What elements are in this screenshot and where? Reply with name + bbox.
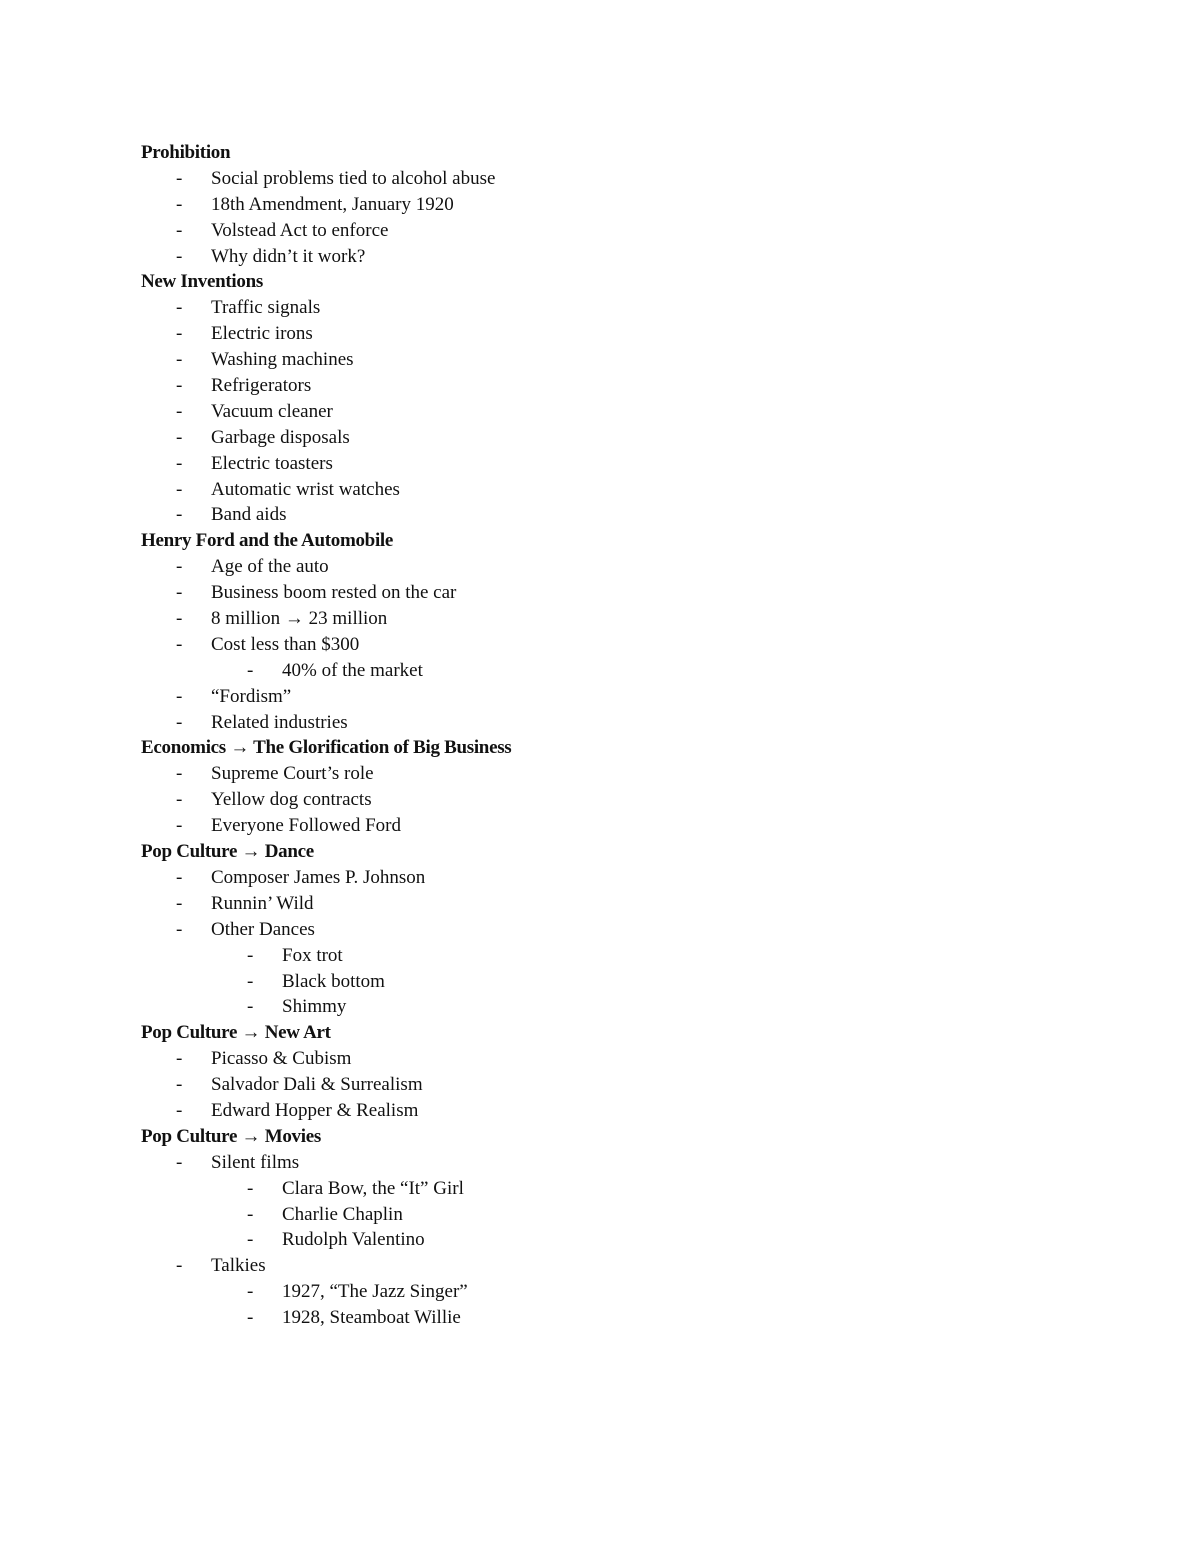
- list-item-text: Composer James P. Johnson: [211, 866, 426, 888]
- list-item: [141, 606, 1081, 632]
- bullet-dash: -: [176, 763, 183, 785]
- list-item-text: Supreme Court’s role: [211, 763, 374, 785]
- list-item: [141, 166, 1081, 192]
- list-item: [141, 192, 1081, 218]
- sub-list-item: [141, 1227, 1081, 1253]
- bullet-dash: -: [247, 1281, 254, 1303]
- bullet-dash: -: [176, 219, 183, 241]
- list-item: [141, 813, 1081, 839]
- list-item: [141, 295, 1081, 321]
- sub-list-item: [141, 994, 1081, 1020]
- list-item: [141, 502, 1081, 528]
- list-item: [141, 1046, 1081, 1072]
- bullet-dash: -: [176, 1255, 183, 1277]
- list-item: [141, 917, 1081, 943]
- list-item: [141, 1253, 1081, 1279]
- list-item: [141, 580, 1081, 606]
- bullet-dash: -: [176, 1151, 183, 1173]
- section-heading: Prohibition: [141, 142, 231, 163]
- bullet-dash: -: [176, 789, 183, 811]
- bullet-dash: -: [176, 711, 183, 733]
- list-item: [141, 684, 1081, 710]
- sub-list-item-text: Charlie Chaplin: [282, 1203, 403, 1225]
- list-item-text: Edward Hopper & Realism: [211, 1099, 419, 1121]
- bullet-dash: -: [176, 685, 183, 707]
- list-item: [141, 373, 1081, 399]
- list-item-text: Refrigerators: [211, 375, 312, 397]
- bullet-dash: -: [247, 1203, 254, 1225]
- bullet-dash: -: [176, 608, 183, 630]
- list-item: [141, 554, 1081, 580]
- list-item: [141, 787, 1081, 813]
- sub-list-item: [141, 1279, 1081, 1305]
- section-heading: Pop Culture → Movies: [141, 1125, 321, 1147]
- list-item-text: Electric toasters: [211, 452, 333, 474]
- list-item-text: Runnin’ Wild: [211, 892, 314, 914]
- bullet-dash: -: [176, 918, 183, 940]
- bullet-dash: -: [247, 970, 254, 992]
- list-item-text: Traffic signals: [211, 297, 321, 319]
- sub-list-item-text: 40% of the market: [282, 659, 423, 681]
- list-item-text: Why didn’t it work?: [211, 245, 366, 267]
- document-page: [141, 140, 1081, 1331]
- list-item: [141, 399, 1081, 425]
- sub-list-item-text: Rudolph Valentino: [282, 1229, 425, 1251]
- sub-list-item: [141, 658, 1081, 684]
- list-item-text: Everyone Followed Ford: [211, 815, 401, 837]
- list-item: [141, 710, 1081, 736]
- bullet-dash: -: [176, 892, 183, 914]
- list-item: [141, 632, 1081, 658]
- list-item: [141, 761, 1081, 787]
- list-item-text: “Fordism”: [211, 685, 292, 707]
- bullet-dash: -: [247, 1229, 254, 1251]
- section-heading: Pop Culture → Dance: [141, 841, 314, 863]
- sub-list-item-text: 1928, Steamboat Willie: [282, 1307, 461, 1329]
- bullet-dash: -: [176, 866, 183, 888]
- list-item: [141, 451, 1081, 477]
- bullet-dash: -: [176, 633, 183, 655]
- bullet-dash: -: [176, 452, 183, 474]
- sub-list-item: [141, 1176, 1081, 1202]
- sub-list-item-text: Shimmy: [282, 996, 347, 1018]
- list-item-text: Silent films: [211, 1151, 300, 1173]
- list-item: [141, 218, 1081, 244]
- list-item-text: Band aids: [211, 504, 287, 526]
- list-item: [141, 891, 1081, 917]
- bullet-dash: -: [176, 400, 183, 422]
- sub-list-item-text: Clara Bow, the “It” Girl: [282, 1177, 464, 1199]
- list-item-text: Cost less than $300: [211, 633, 360, 655]
- sub-list-item-text: 1927, “The Jazz Singer”: [282, 1281, 468, 1303]
- list-item-text: Volstead Act to enforce: [211, 219, 389, 241]
- sub-list-item-text: Black bottom: [282, 970, 385, 992]
- bullet-dash: -: [176, 1074, 183, 1096]
- list-item-text: Electric irons: [211, 323, 313, 345]
- list-item-text: Washing machines: [211, 349, 354, 371]
- bullet-dash: -: [176, 556, 183, 578]
- bullet-dash: -: [247, 996, 254, 1018]
- list-item: [141, 347, 1081, 373]
- bullet-dash: -: [176, 815, 183, 837]
- sub-list-item: [141, 943, 1081, 969]
- list-item-text: Yellow dog contracts: [211, 789, 372, 811]
- bullet-dash: -: [247, 944, 254, 966]
- list-item-text: Business boom rested on the car: [211, 582, 457, 604]
- list-item-text: Age of the auto: [211, 556, 329, 578]
- list-item-text: 8 million → 23 million: [211, 608, 388, 630]
- bullet-dash: -: [176, 193, 183, 215]
- list-item: [141, 244, 1081, 270]
- list-item: [141, 865, 1081, 891]
- bullet-dash: -: [176, 1099, 183, 1121]
- outline: [141, 140, 1081, 1331]
- list-item: [141, 1072, 1081, 1098]
- list-item-text: Automatic wrist watches: [211, 478, 400, 500]
- bullet-dash: -: [176, 582, 183, 604]
- list-item-text: Related industries: [211, 711, 348, 733]
- sub-list-item-text: Fox trot: [282, 944, 343, 966]
- sub-list-item: [141, 1305, 1081, 1331]
- list-item-text: Garbage disposals: [211, 426, 350, 448]
- list-item: [141, 1098, 1081, 1124]
- bullet-dash: -: [176, 426, 183, 448]
- bullet-dash: -: [176, 478, 183, 500]
- list-item-text: Picasso & Cubism: [211, 1048, 352, 1070]
- list-item: [141, 1150, 1081, 1176]
- sub-list-item: [141, 969, 1081, 995]
- bullet-dash: -: [176, 349, 183, 371]
- list-item: [141, 321, 1081, 347]
- bullet-dash: -: [176, 167, 183, 189]
- bullet-dash: -: [176, 297, 183, 319]
- sub-list-item: [141, 1202, 1081, 1228]
- list-item-text: Salvador Dali & Surrealism: [211, 1074, 423, 1096]
- bullet-dash: -: [176, 504, 183, 526]
- list-item-text: Vacuum cleaner: [211, 400, 333, 422]
- section-heading: Pop Culture → New Art: [141, 1022, 331, 1044]
- section-heading: Economics → The Glorification of Big Business: [141, 737, 512, 759]
- bullet-dash: -: [176, 1048, 183, 1070]
- list-item: [141, 425, 1081, 451]
- section-heading: Henry Ford and the Automobile: [141, 530, 394, 552]
- bullet-dash: -: [176, 245, 183, 267]
- list-item-text: Other Dances: [211, 918, 315, 940]
- list-item: [141, 477, 1081, 503]
- bullet-dash: -: [247, 1307, 254, 1329]
- bullet-dash: -: [247, 1177, 254, 1199]
- bullet-dash: -: [176, 323, 183, 345]
- bullet-dash: -: [176, 375, 183, 397]
- list-item-text: 18th Amendment, January 1920: [211, 193, 454, 215]
- list-item-text: Social problems tied to alcohol abuse: [211, 167, 496, 189]
- bullet-dash: -: [247, 659, 254, 681]
- section-heading: New Inventions: [141, 271, 263, 293]
- list-item-text: Talkies: [211, 1255, 266, 1277]
